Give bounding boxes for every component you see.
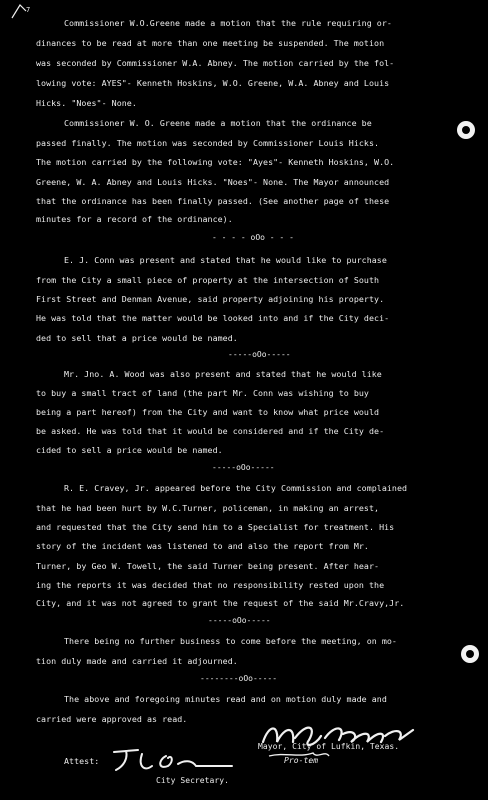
section-separator: - - - - oOo - - -: [212, 233, 294, 242]
text-line: First Street and Denman Avenue, said property adjoining his property.: [36, 294, 385, 304]
mayor-title: Mayor, City of Lufkin, Texas.: [258, 742, 400, 751]
text-line: ded to sell that a price would be named.: [36, 333, 238, 343]
corner-tick-mark: [10, 2, 38, 20]
text-line: E. J. Conn was present and stated that he would like to purchase: [64, 255, 387, 265]
text-line: tion duly made and carried it adjourned.: [36, 656, 238, 666]
text-line: carried were approved as read.: [36, 714, 188, 724]
text-line: There being no further business to come before the meeting, on mo-: [64, 636, 397, 646]
secretary-signature: [108, 744, 236, 778]
text-line: being a part hereof) from the City and want to know what price would: [36, 407, 380, 417]
text-line: Greene, W. A. Abney and Louis Hicks. "Noes"- None. The Mayor announced: [36, 177, 390, 187]
section-separator: -----oOo-----: [212, 463, 275, 472]
section-separator: -----oOo-----: [208, 616, 271, 625]
text-line: Hicks. "Noes"- None.: [36, 98, 137, 108]
binder-hole: [461, 645, 479, 663]
text-line: from the City a small piece of property at the intersection of South: [36, 275, 380, 285]
text-line: Turner, by Geo W. Towell, the said Turner being present. After hear-: [36, 561, 380, 571]
text-line: Mr. Jno. A. Wood was also present and stated that he would like: [64, 369, 382, 379]
text-line: to buy a small tract of land (the part Mr. Conn was wishing to buy: [36, 388, 369, 398]
text-line: The above and foregoing minutes read and on motion duly made and: [64, 694, 387, 704]
section-separator: --------oOo-----: [200, 674, 278, 683]
binder-hole: [457, 121, 475, 139]
attest-label: Attest:: [64, 756, 100, 766]
text-line: The motion carried by the following vote: "Ayes"- Kenneth Hoskins, W.O.: [36, 157, 395, 167]
text-line: that the ordinance has been finally passed. (See another page of these: [36, 196, 390, 206]
text-line: City, and it was not agreed to grant the request of the said Mr.Cravy,Jr.: [36, 598, 405, 608]
text-line: was seconded by Commissioner W.A. Abney. The motion carried by the fol-: [36, 58, 395, 68]
text-line: He was told that the matter would be looked into and if the City deci-: [36, 313, 390, 323]
mayor-pro-tem: Pro-tem: [284, 756, 319, 765]
secretary-title: City Secretary.: [156, 776, 229, 785]
text-line: R. E. Cravey, Jr. appeared before the City Commission and complained: [64, 483, 408, 493]
text-line: Commissioner W.O.Greene made a motion that the rule requiring or-: [64, 18, 392, 28]
text-line: be asked. He was told that it would be considered and if the City de-: [36, 426, 385, 436]
text-line: that he had been hurt by W.C.Turner, policeman, in making an arrest,: [36, 503, 380, 513]
text-line: and requested that the City send him to a Specialist for treatment. His: [36, 522, 395, 532]
text-line: dinances to be read at more than one meeting be suspended. The motion: [36, 38, 385, 48]
text-line: story of the incident was listened to and also the report from Mr.: [36, 541, 369, 551]
text-line: cided to sell a price would be named.: [36, 445, 223, 455]
text-line: Commissioner W. O. Greene made a motion that the ordinance be: [64, 118, 372, 128]
text-line: lowing vote: AYES"- Kenneth Hoskins, W.O. Greene, W.A. Abney and Louis: [36, 78, 390, 88]
text-line: passed finally. The motion was seconded by Commissioner Louis Hicks.: [36, 138, 380, 148]
section-separator: -----oOo-----: [228, 350, 291, 359]
text-line: ing the reports it was decided that no responsibility rested upon the: [36, 580, 385, 590]
text-line: minutes for a record of the ordinance).: [36, 214, 233, 224]
svg-text:7: 7: [26, 6, 31, 14]
